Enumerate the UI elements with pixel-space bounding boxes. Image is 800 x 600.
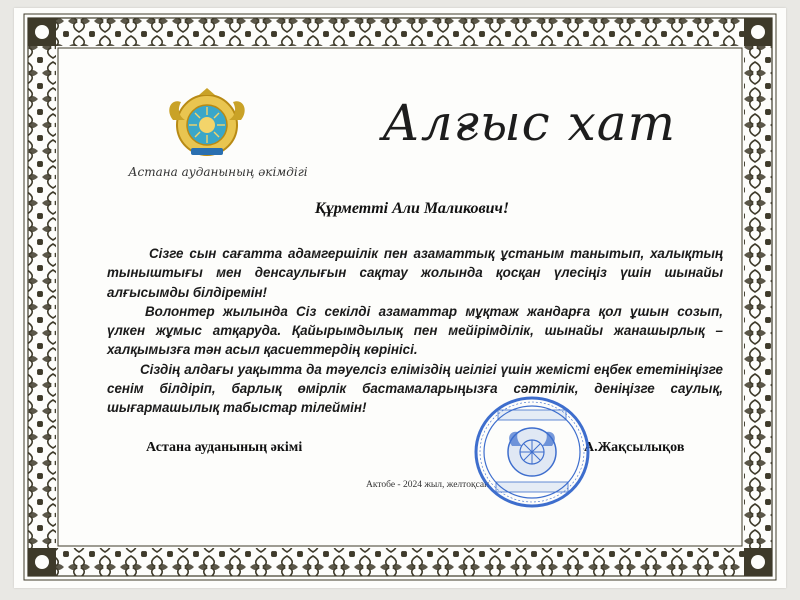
letter-paragraph: Волонтер жылында Сіз секілді азаматтар мұқтаж жандарға қол ұшын созып, үлкен жұмыс атқаруда. Қайырымдылық пен мейірімділік, шынайы жанашырлық – халқымызға тән асыл қасиеттердің көрінісі. (107, 303, 723, 358)
letter-paragraph: Сізге сын сағатта адамгершілік пен азаматтық ұстаным танытып, халықтың тыныштығы мен денсаулығын сақтау жолында қосқан үлесіңіз үшін шынайы алғысымды білдіремін! (107, 246, 723, 300)
issuer-label: Астана ауданының әкімдігі (128, 165, 308, 179)
page-title: Алғыс хат (381, 94, 676, 152)
signer-name: А.Жақсылықов (584, 440, 685, 455)
official-stamp-icon (472, 394, 592, 510)
letter-paragraph: Сіздің алдағы уақытта да тәуелсіз еліміздің игілігі үшін жемісті еңбек ететініңізге сенім білдіріп, барлық өмірлік бастамаларыңызға сәттілік, деніңізге саулық, шығармашылық табыстар тілеймін! (107, 361, 723, 416)
certificate-sheet (14, 8, 786, 588)
signer-title: Астана ауданының әкімі (146, 440, 303, 455)
state-emblem-icon (159, 90, 255, 160)
letter-body (107, 244, 723, 418)
greeting-line: Құрметті Али Маликович! (314, 200, 510, 217)
date-place: Актобе - 2024 жыл, желтоқсан (366, 480, 490, 490)
